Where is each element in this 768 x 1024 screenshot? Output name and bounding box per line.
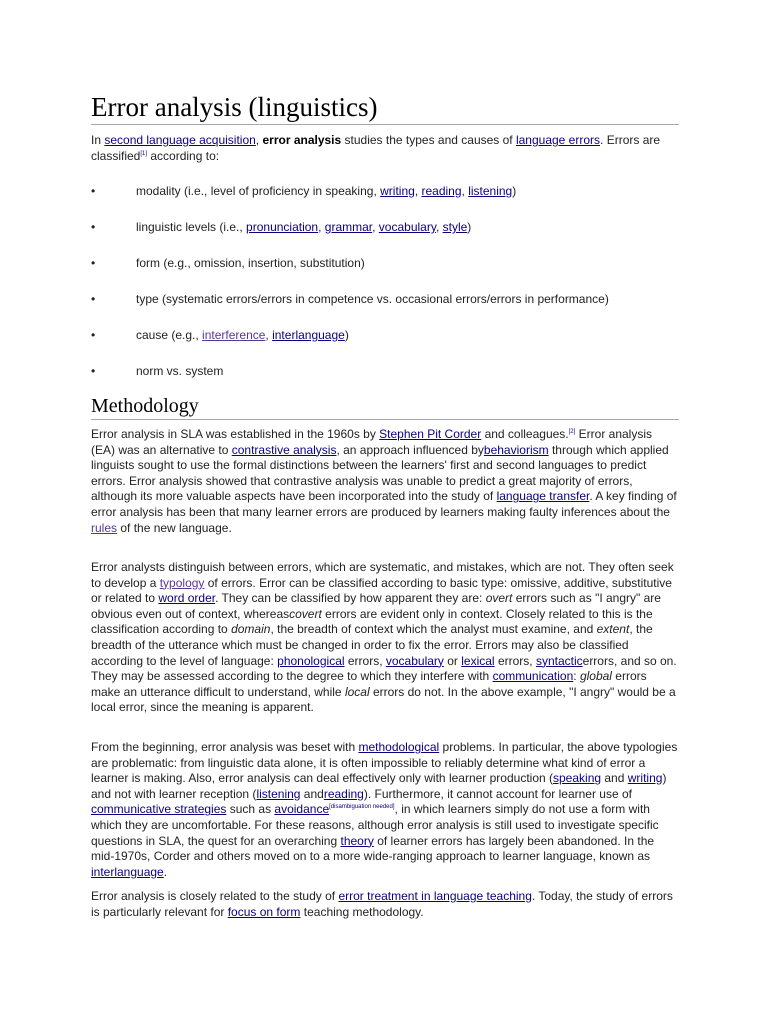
section-heading-methodology: Methodology bbox=[91, 394, 679, 420]
text: Error analysis is closely related to the study of bbox=[91, 889, 339, 903]
list-item-norm bbox=[91, 364, 679, 380]
link-second-language-acquisition[interactable]: second language acquisition bbox=[104, 133, 256, 147]
text: errors, bbox=[344, 653, 386, 668]
link-grammar[interactable]: grammar bbox=[324, 219, 373, 234]
text: . They can be classified by how apparent they are: bbox=[215, 591, 486, 606]
text: of learner errors has largely been abandoned. In the mid-1970s, Corder and others moved on to a more wide-ranging approach to learner language, known as bbox=[91, 833, 655, 864]
text: and colleagues. bbox=[481, 427, 569, 441]
link-phonological[interactable]: phonological bbox=[277, 653, 345, 668]
link-listening-2[interactable]: listening bbox=[256, 786, 301, 801]
text: Error analysts distinguish between errors, which are systematic, and mistakes, which are not. They often seek to develop a bbox=[91, 560, 674, 590]
methodology-paragraph-4 bbox=[91, 889, 679, 920]
text: , the breadth of context which the analyst must examine, and bbox=[270, 622, 597, 637]
text: : bbox=[573, 669, 580, 684]
link-communication[interactable]: communication bbox=[492, 669, 574, 684]
bold-term-error-analysis: error analysis bbox=[262, 133, 342, 147]
reference-2[interactable]: [2] bbox=[568, 429, 576, 435]
text: and bbox=[300, 786, 324, 801]
bullet-glyph: • bbox=[91, 291, 96, 306]
italic-term: covert bbox=[289, 606, 322, 621]
text: of the new language. bbox=[117, 520, 232, 535]
methodology-paragraph-3 bbox=[91, 740, 679, 880]
link-language-errors[interactable]: language errors bbox=[515, 133, 601, 147]
bullet-glyph: • bbox=[91, 327, 96, 342]
link-communicative-strategies[interactable]: communicative strategies bbox=[91, 802, 227, 817]
link-reading-2[interactable]: reading bbox=[323, 786, 364, 801]
link-vocabulary[interactable]: vocabulary bbox=[378, 219, 436, 234]
methodology-paragraph-2 bbox=[91, 560, 679, 716]
text: or bbox=[443, 653, 462, 668]
list-item-linguistic-levels bbox=[91, 220, 679, 236]
text: ) bbox=[512, 184, 517, 198]
text: . Errors are classified bbox=[91, 133, 661, 163]
link-vocabulary-2[interactable]: vocabulary bbox=[385, 653, 444, 668]
link-rules[interactable]: rules bbox=[91, 520, 118, 535]
text: according to: bbox=[147, 148, 220, 163]
list-item-cause bbox=[91, 328, 679, 344]
link-theory[interactable]: theory bbox=[340, 833, 374, 848]
link-lexical[interactable]: lexical bbox=[461, 653, 495, 668]
text: . bbox=[163, 864, 168, 879]
link-writing-2[interactable]: writing bbox=[627, 771, 663, 786]
text: ) bbox=[467, 219, 472, 234]
list-item-type bbox=[91, 292, 679, 308]
methodology-paragraph-1 bbox=[91, 427, 679, 536]
list-item-form bbox=[91, 256, 679, 272]
link-focus-on-form[interactable]: focus on form bbox=[227, 904, 301, 919]
text: , bbox=[461, 184, 469, 198]
classification-list bbox=[91, 184, 679, 400]
text: type (systematic errors/errors in competence vs. occasional errors/errors in performance) bbox=[136, 291, 609, 306]
text: Error analysis in SLA was established in the 1960s by bbox=[91, 427, 380, 441]
text: studies the types and causes of bbox=[341, 133, 516, 147]
text: errors, bbox=[494, 653, 536, 668]
text: norm vs. system bbox=[136, 363, 224, 378]
italic-term: extent bbox=[596, 622, 630, 637]
link-syntactic[interactable]: syntactic bbox=[535, 653, 583, 668]
link-interlanguage-2[interactable]: interlanguage bbox=[91, 864, 164, 879]
text: cause (e.g., bbox=[136, 327, 203, 342]
text: , bbox=[318, 219, 325, 234]
link-pronunciation[interactable]: pronunciation bbox=[246, 219, 319, 234]
text: such as bbox=[226, 802, 275, 817]
text: errors make an utterance difficult to understand, while bbox=[91, 669, 647, 699]
text: , bbox=[255, 133, 263, 147]
bullet-glyph: • bbox=[91, 184, 96, 198]
text: , bbox=[265, 327, 273, 342]
text: From the beginning, error analysis was beset with bbox=[91, 740, 359, 754]
link-listening[interactable]: listening bbox=[468, 184, 513, 198]
link-word-order[interactable]: word order bbox=[158, 591, 216, 606]
link-error-treatment[interactable]: error treatment in language teaching bbox=[338, 889, 532, 903]
text: ) bbox=[344, 327, 349, 342]
text: of errors. Error can be classified according to basic type: omissive, additive, substitutive or related to bbox=[91, 575, 672, 606]
text: , an approach influenced by bbox=[336, 442, 484, 457]
bullet-glyph: • bbox=[91, 363, 96, 378]
link-stephen-pit-corder[interactable]: Stephen Pit Corder bbox=[379, 427, 482, 441]
text: In bbox=[91, 133, 105, 147]
link-speaking[interactable]: speaking bbox=[553, 771, 602, 786]
link-style[interactable]: style bbox=[442, 219, 468, 234]
text: teaching methodology. bbox=[300, 904, 424, 919]
link-typology[interactable]: typology bbox=[159, 575, 205, 590]
text: errors do not. In the above example, "I angry" would be a local error, since the meaning is apparent. bbox=[91, 684, 676, 715]
link-writing[interactable]: writing bbox=[380, 184, 415, 198]
text: , bbox=[414, 184, 422, 198]
text: . Today, the study of errors is particularly relevant for bbox=[91, 889, 673, 919]
text: , in which learners simply do not use a form with which they are uncomfortable. For these reasons, although error analysis is still used to investigate specific questions in SLA, the quest for an overarching bbox=[91, 802, 659, 848]
text: through which applied linguists sought to use the formal distinctions between the learners' first and second languages to predict errors. Error analysis showed that contrastive analysis was unable to predict a great majority of errors, although its more valuable aspects have been incorporated into the study of bbox=[91, 442, 669, 504]
page-title: Error analysis (linguistics) bbox=[91, 90, 679, 125]
text: errors such as "I angry" are obvious even out of context, whereas bbox=[91, 591, 661, 621]
bullet-glyph: • bbox=[91, 255, 96, 270]
link-language-transfer[interactable]: language transfer bbox=[496, 489, 590, 504]
text: errors are evident only in context. Closely related to this is the classification according to bbox=[91, 606, 653, 637]
italic-term: global bbox=[579, 669, 612, 684]
italic-term: local bbox=[344, 684, 370, 699]
list-item-modality bbox=[91, 184, 679, 200]
text: , bbox=[372, 219, 379, 234]
text: ) and not with learner reception ( bbox=[91, 771, 667, 801]
text: ). Furthermore, it cannot account for learner use of bbox=[363, 786, 632, 801]
text: and bbox=[601, 771, 628, 786]
link-interlanguage[interactable]: interlanguage bbox=[272, 327, 345, 342]
disambiguation-needed-note[interactable]: [disambiguation needed] bbox=[329, 804, 395, 811]
text: , the breadth of the utterance which must be changed in order to fix the error. Errors may also be classified according to the level of language: bbox=[91, 622, 653, 668]
link-avoidance[interactable]: avoidance bbox=[274, 802, 330, 817]
text: form (e.g., omission, insertion, substitution) bbox=[136, 255, 365, 270]
bullet-glyph: • bbox=[91, 219, 96, 234]
intro-paragraph bbox=[91, 133, 679, 164]
link-behaviorism[interactable]: behaviorism bbox=[483, 442, 549, 457]
link-reading[interactable]: reading bbox=[421, 184, 462, 198]
link-interference[interactable]: interference bbox=[202, 327, 266, 342]
text: problems. In particular, the above typologies are problematic: from linguistic data alone, it is often impossible to reliably determine what kind of error a learner is making. Also, error analysis can deal effectively only with learner production ( bbox=[91, 740, 678, 786]
text: errors, and so on. They may be assessed according to the degree to which they interfere with bbox=[91, 653, 677, 684]
italic-term: overt bbox=[485, 591, 513, 606]
italic-term: domain bbox=[231, 622, 271, 637]
link-methodological[interactable]: methodological bbox=[358, 740, 440, 754]
text: , bbox=[435, 219, 443, 234]
text: Error analysis (EA) was an alternative to bbox=[91, 427, 652, 457]
text: linguistic levels (i.e., bbox=[136, 219, 247, 234]
text: . A key finding of error analysis has been that many learner errors are produced by learners making faulty inferences about the bbox=[91, 489, 677, 519]
reference-1[interactable]: [1] bbox=[140, 150, 148, 157]
link-contrastive-analysis[interactable]: contrastive analysis bbox=[231, 442, 337, 457]
text: modality (i.e., level of proficiency in speaking, bbox=[136, 184, 381, 198]
